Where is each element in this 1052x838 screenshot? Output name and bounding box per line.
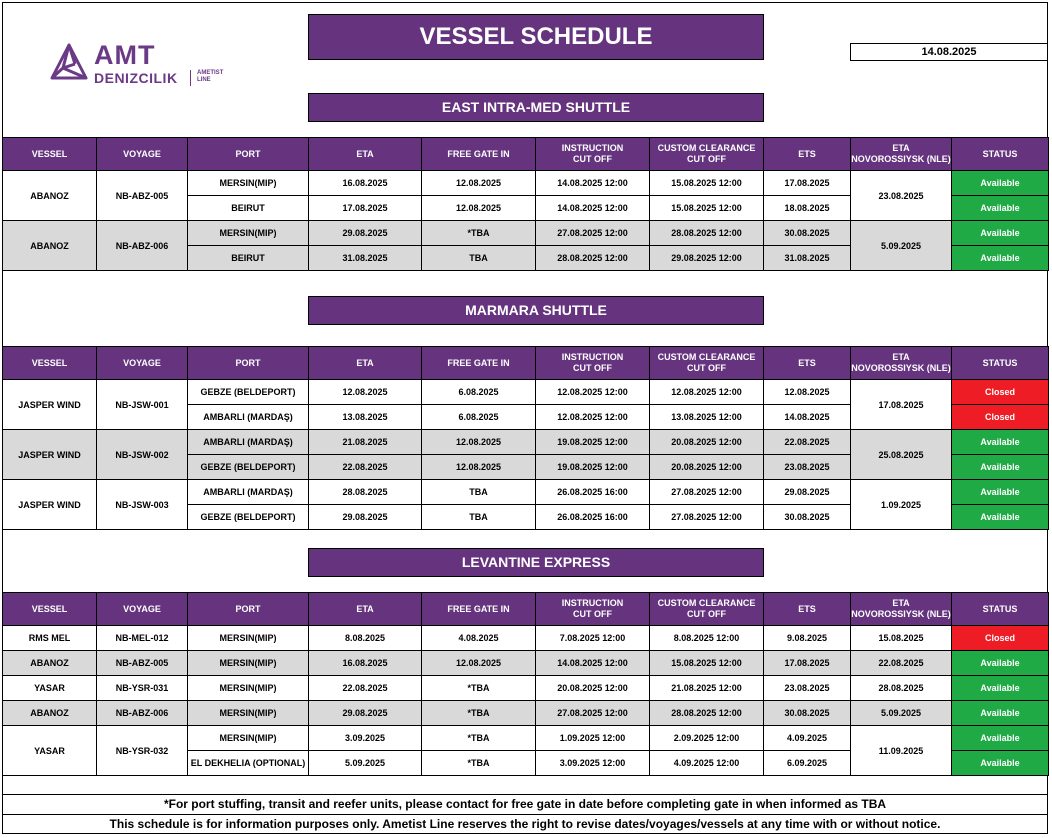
- ets-cell: 23.08.2025: [764, 676, 851, 701]
- column-header: FREE GATE IN: [422, 138, 536, 171]
- custom-cutoff-cell: 15.08.2025 12:00: [650, 171, 764, 196]
- eta-cell: 22.08.2025: [309, 676, 422, 701]
- instruction-cutoff-cell: 19.08.2025 12:00: [536, 455, 650, 480]
- eta-nle-cell: 1.09.2025: [851, 480, 952, 530]
- column-header: CUSTOM CLEARANCE CUT OFF: [650, 593, 764, 626]
- ets-cell: 9.08.2025: [764, 626, 851, 651]
- voyage-cell: NB-JSW-003: [97, 480, 188, 530]
- table-row: [3, 701, 1049, 726]
- port-cell: GEBZE (BELDEPORT): [188, 455, 309, 480]
- ets-cell: 14.08.2025: [764, 405, 851, 430]
- port-cell: MERSIN(MIP): [188, 171, 309, 196]
- ets-cell: 29.08.2025: [764, 480, 851, 505]
- eta-nle-cell: 15.08.2025: [851, 626, 952, 651]
- column-header: ETA: [309, 347, 422, 380]
- status-badge: Available: [952, 651, 1049, 676]
- eta-nle-cell: 28.08.2025: [851, 676, 952, 701]
- column-header: ETS: [764, 138, 851, 171]
- ets-cell: 17.08.2025: [764, 651, 851, 676]
- status-badge: Available: [952, 196, 1049, 221]
- column-header: VESSEL: [3, 593, 97, 626]
- free-gate-cell: TBA: [422, 246, 536, 271]
- logo-subtitle-line2: LINE: [197, 77, 211, 83]
- instruction-cutoff-cell: 12.08.2025 12:00: [536, 380, 650, 405]
- section-title: MARMARA SHUTTLE: [308, 296, 764, 325]
- eta-cell: 13.08.2025: [309, 405, 422, 430]
- custom-cutoff-cell: 20.08.2025 12:00: [650, 430, 764, 455]
- free-gate-cell: 12.08.2025: [422, 196, 536, 221]
- voyage-cell: NB-ABZ-006: [97, 221, 188, 271]
- vessel-cell: ABANOZ: [3, 701, 97, 726]
- custom-cutoff-cell: 20.08.2025 12:00: [650, 455, 764, 480]
- column-header: INSTRUCTION CUT OFF: [536, 593, 650, 626]
- port-cell: MERSIN(MIP): [188, 701, 309, 726]
- ets-cell: 23.08.2025: [764, 455, 851, 480]
- custom-cutoff-cell: 13.08.2025 12:00: [650, 405, 764, 430]
- column-header: VOYAGE: [97, 138, 188, 171]
- ets-cell: 4.09.2025: [764, 726, 851, 751]
- eta-cell: 17.08.2025: [309, 196, 422, 221]
- custom-cutoff-cell: 4.09.2025 12:00: [650, 751, 764, 776]
- column-header: FREE GATE IN: [422, 347, 536, 380]
- schedule-table: [2, 592, 1049, 776]
- instruction-cutoff-cell: 27.08.2025 12:00: [536, 701, 650, 726]
- port-cell: AMBARLI (MARDAŞ): [188, 480, 309, 505]
- status-badge: Available: [952, 676, 1049, 701]
- eta-cell: 5.09.2025: [309, 751, 422, 776]
- table-row: [3, 380, 1049, 405]
- custom-cutoff-cell: 29.08.2025 12:00: [650, 246, 764, 271]
- custom-cutoff-cell: 2.09.2025 12:00: [650, 726, 764, 751]
- status-badge: Available: [952, 455, 1049, 480]
- instruction-cutoff-cell: 14.08.2025 12:00: [536, 196, 650, 221]
- table-row: [3, 480, 1049, 505]
- free-gate-cell: *TBA: [422, 701, 536, 726]
- port-cell: AMBARLI (MARDAŞ): [188, 430, 309, 455]
- status-badge: Available: [952, 726, 1049, 751]
- table-row: [3, 430, 1049, 455]
- eta-nle-cell: 22.08.2025: [851, 651, 952, 676]
- column-header: PORT: [188, 593, 309, 626]
- column-header: VOYAGE: [97, 593, 188, 626]
- free-gate-cell: 4.08.2025: [422, 626, 536, 651]
- status-badge: Available: [952, 221, 1049, 246]
- column-header: PORT: [188, 347, 309, 380]
- column-header: ETA NOVOROSSIYSK (NLE): [851, 138, 952, 171]
- voyage-cell: NB-YSR-032: [97, 726, 188, 776]
- section-title: EAST INTRA-MED SHUTTLE: [308, 93, 764, 122]
- column-header: ETA: [309, 593, 422, 626]
- eta-cell: 29.08.2025: [309, 701, 422, 726]
- free-gate-cell: *TBA: [422, 751, 536, 776]
- instruction-cutoff-cell: 28.08.2025 12:00: [536, 246, 650, 271]
- vessel-cell: JASPER WIND: [3, 380, 97, 430]
- logo-subtitle: [197, 70, 223, 84]
- free-gate-cell: *TBA: [422, 676, 536, 701]
- instruction-cutoff-cell: 20.08.2025 12:00: [536, 676, 650, 701]
- column-header: ETS: [764, 347, 851, 380]
- voyage-cell: NB-YSR-031: [97, 676, 188, 701]
- logo-subtitle-line1: AMETIST: [197, 70, 224, 76]
- voyage-cell: NB-ABZ-005: [97, 651, 188, 676]
- voyage-cell: NB-JSW-002: [97, 430, 188, 480]
- port-cell: BEIRUT: [188, 246, 309, 271]
- voyage-cell: NB-JSW-001: [97, 380, 188, 430]
- column-header: STATUS: [952, 347, 1049, 380]
- instruction-cutoff-cell: 14.08.2025 12:00: [536, 171, 650, 196]
- status-badge: Available: [952, 246, 1049, 271]
- page-title: VESSEL SCHEDULE: [308, 14, 764, 60]
- logo-wordmark: AMT: [94, 40, 156, 70]
- free-gate-cell: 12.08.2025: [422, 430, 536, 455]
- ets-cell: 31.08.2025: [764, 246, 851, 271]
- free-gate-cell: *TBA: [422, 726, 536, 751]
- table-row: [3, 171, 1049, 196]
- instruction-cutoff-cell: 1.09.2025 12:00: [536, 726, 650, 751]
- voyage-cell: NB-MEL-012: [97, 626, 188, 651]
- eta-cell: 3.09.2025: [309, 726, 422, 751]
- column-header: INSTRUCTION CUT OFF: [536, 138, 650, 171]
- column-header: ETA NOVOROSSIYSK (NLE): [851, 593, 952, 626]
- column-header: ETS: [764, 593, 851, 626]
- column-header: STATUS: [952, 138, 1049, 171]
- port-cell: MERSIN(MIP): [188, 221, 309, 246]
- ets-cell: 6.09.2025: [764, 751, 851, 776]
- status-badge: Available: [952, 751, 1049, 776]
- vessel-cell: JASPER WIND: [3, 480, 97, 530]
- eta-cell: 29.08.2025: [309, 505, 422, 530]
- vessel-cell: JASPER WIND: [3, 430, 97, 480]
- custom-cutoff-cell: 15.08.2025 12:00: [650, 196, 764, 221]
- eta-nle-cell: 23.08.2025: [851, 171, 952, 221]
- eta-cell: 16.08.2025: [309, 651, 422, 676]
- schedule-date: 14.08.2025: [850, 43, 1048, 61]
- free-gate-cell: 12.08.2025: [422, 455, 536, 480]
- custom-cutoff-cell: 28.08.2025 12:00: [650, 701, 764, 726]
- ets-cell: 18.08.2025: [764, 196, 851, 221]
- table-header-row: [3, 347, 1049, 380]
- column-header: CUSTOM CLEARANCE CUT OFF: [650, 138, 764, 171]
- status-badge: Available: [952, 505, 1049, 530]
- column-header: ETA: [309, 138, 422, 171]
- voyage-cell: NB-ABZ-005: [97, 171, 188, 221]
- status-badge: Available: [952, 480, 1049, 505]
- vessel-cell: YASAR: [3, 676, 97, 701]
- custom-cutoff-cell: 8.08.2025 12:00: [650, 626, 764, 651]
- eta-nle-cell: 11.09.2025: [851, 726, 952, 776]
- port-cell: EL DEKHELIA (OPTIONAL): [188, 751, 309, 776]
- status-badge: Closed: [952, 626, 1049, 651]
- company-logo: [48, 40, 248, 90]
- free-gate-cell: TBA: [422, 480, 536, 505]
- schedule-table: [2, 346, 1049, 530]
- eta-cell: 28.08.2025: [309, 480, 422, 505]
- footer-disclaimer: This schedule is for information purposes only. Ametist Line reserves the right to revise dates/voyages/vessels at any time with or without notice.: [109, 817, 941, 831]
- vessel-cell: ABANOZ: [3, 651, 97, 676]
- eta-cell: 8.08.2025: [309, 626, 422, 651]
- table-header-row: [3, 138, 1049, 171]
- voyage-cell: NB-ABZ-006: [97, 701, 188, 726]
- port-cell: GEBZE (BELDEPORT): [188, 505, 309, 530]
- table-row: [3, 651, 1049, 676]
- footer-divider: [2, 794, 1048, 795]
- instruction-cutoff-cell: 7.08.2025 12:00: [536, 626, 650, 651]
- status-badge: Available: [952, 701, 1049, 726]
- eta-cell: 12.08.2025: [309, 380, 422, 405]
- vessel-cell: ABANOZ: [3, 221, 97, 271]
- eta-cell: 21.08.2025: [309, 430, 422, 455]
- port-cell: AMBARLI (MARDAŞ): [188, 405, 309, 430]
- port-cell: MERSIN(MIP): [188, 676, 309, 701]
- instruction-cutoff-cell: 26.08.2025 16:00: [536, 505, 650, 530]
- free-gate-cell: 12.08.2025: [422, 651, 536, 676]
- custom-cutoff-cell: 15.08.2025 12:00: [650, 651, 764, 676]
- instruction-cutoff-cell: 27.08.2025 12:00: [536, 221, 650, 246]
- eta-nle-cell: 17.08.2025: [851, 380, 952, 430]
- eta-cell: 31.08.2025: [309, 246, 422, 271]
- ets-cell: 12.08.2025: [764, 380, 851, 405]
- column-header: VESSEL: [3, 138, 97, 171]
- port-cell: MERSIN(MIP): [188, 651, 309, 676]
- column-header: VESSEL: [3, 347, 97, 380]
- free-gate-cell: TBA: [422, 505, 536, 530]
- logo-divider: [190, 70, 191, 86]
- eta-nle-cell: 5.09.2025: [851, 701, 952, 726]
- status-badge: Closed: [952, 380, 1049, 405]
- table-header-row: [3, 593, 1049, 626]
- section-title: LEVANTINE EXPRESS: [308, 548, 764, 577]
- footer-divider: [2, 814, 1048, 815]
- custom-cutoff-cell: 12.08.2025 12:00: [650, 380, 764, 405]
- eta-cell: 16.08.2025: [309, 171, 422, 196]
- instruction-cutoff-cell: 3.09.2025 12:00: [536, 751, 650, 776]
- table-row: [3, 726, 1049, 751]
- footer-note: *For port stuffing, transit and reefer units, please contact for free gate in date before completing gate in when informed as TBA: [163, 797, 887, 811]
- port-cell: GEBZE (BELDEPORT): [188, 380, 309, 405]
- column-header: ETA NOVOROSSIYSK (NLE): [851, 347, 952, 380]
- eta-cell: 29.08.2025: [309, 221, 422, 246]
- status-badge: Available: [952, 171, 1049, 196]
- custom-cutoff-cell: 27.08.2025 12:00: [650, 480, 764, 505]
- custom-cutoff-cell: 27.08.2025 12:00: [650, 505, 764, 530]
- free-gate-cell: *TBA: [422, 221, 536, 246]
- ets-cell: 17.08.2025: [764, 171, 851, 196]
- ets-cell: 22.08.2025: [764, 430, 851, 455]
- column-header: PORT: [188, 138, 309, 171]
- logo-company-name: DENIZCILIK: [94, 70, 178, 86]
- instruction-cutoff-cell: 19.08.2025 12:00: [536, 430, 650, 455]
- column-header: CUSTOM CLEARANCE CUT OFF: [650, 347, 764, 380]
- vessel-cell: YASAR: [3, 726, 97, 776]
- instruction-cutoff-cell: 26.08.2025 16:00: [536, 480, 650, 505]
- ets-cell: 30.08.2025: [764, 221, 851, 246]
- instruction-cutoff-cell: 14.08.2025 12:00: [536, 651, 650, 676]
- schedule-table: [2, 137, 1049, 271]
- ets-cell: 30.08.2025: [764, 701, 851, 726]
- column-header: INSTRUCTION CUT OFF: [536, 347, 650, 380]
- eta-nle-cell: 25.08.2025: [851, 430, 952, 480]
- free-gate-cell: 6.08.2025: [422, 380, 536, 405]
- column-header: VOYAGE: [97, 347, 188, 380]
- instruction-cutoff-cell: 12.08.2025 12:00: [536, 405, 650, 430]
- custom-cutoff-cell: 21.08.2025 12:00: [650, 676, 764, 701]
- status-badge: Closed: [952, 405, 1049, 430]
- status-badge: Available: [952, 430, 1049, 455]
- table-row: [3, 626, 1049, 651]
- column-header: FREE GATE IN: [422, 593, 536, 626]
- ets-cell: 30.08.2025: [764, 505, 851, 530]
- port-cell: BEIRUT: [188, 196, 309, 221]
- column-header: STATUS: [952, 593, 1049, 626]
- free-gate-cell: 6.08.2025: [422, 405, 536, 430]
- amethyst-gem-icon: [48, 42, 90, 86]
- eta-cell: 22.08.2025: [309, 455, 422, 480]
- port-cell: MERSIN(MIP): [188, 626, 309, 651]
- table-row: [3, 221, 1049, 246]
- eta-nle-cell: 5.09.2025: [851, 221, 952, 271]
- vessel-cell: ABANOZ: [3, 171, 97, 221]
- custom-cutoff-cell: 28.08.2025 12:00: [650, 221, 764, 246]
- vessel-cell: RMS MEL: [3, 626, 97, 651]
- table-row: [3, 676, 1049, 701]
- port-cell: MERSIN(MIP): [188, 726, 309, 751]
- free-gate-cell: 12.08.2025: [422, 171, 536, 196]
